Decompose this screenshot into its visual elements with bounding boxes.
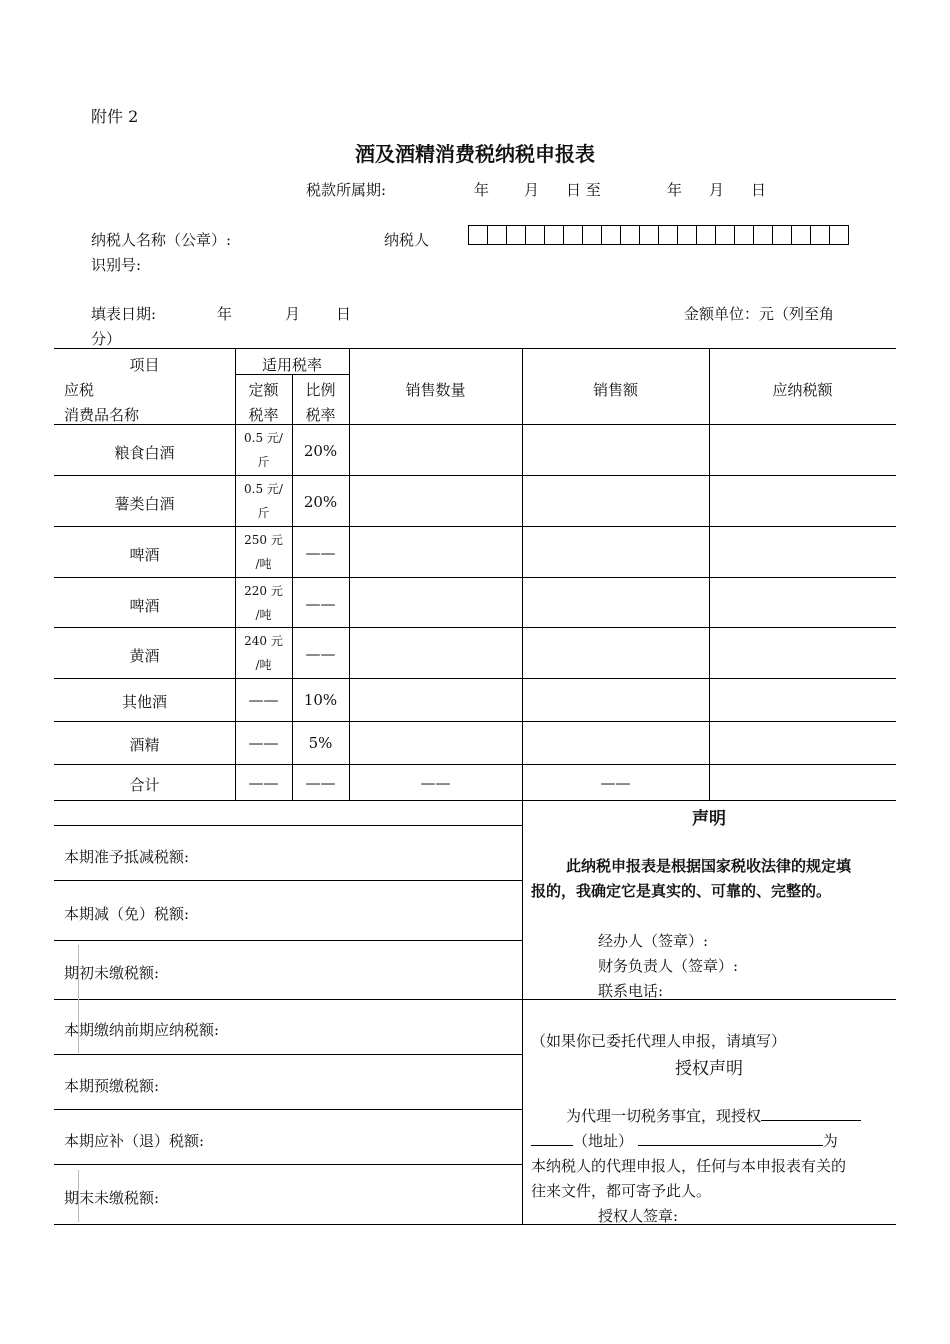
form-title: 酒及酒精消费税纳税申报表 [355,142,595,166]
header-sales: 销售额 [592,381,638,399]
row-name: 啤酒 [129,597,160,615]
declaration-title: 声明 [692,809,726,829]
row-fixed-rate: —— [248,691,279,709]
row-ratio-rate: 20% [303,442,338,460]
row-ratio-rate: 5% [308,734,333,752]
period-year-end: 年 [667,181,683,199]
header-fixed-b: 税率 [248,406,279,424]
row-fixed-rate-unit: /吨 [255,557,272,571]
header-tax: 应纳税额 [772,381,833,399]
finance-signature-label: 财务负责人（签章）: [598,957,739,975]
taxpayer-id-label-cont: 识别号: [91,256,142,274]
deductible-tax-label: 本期准予抵减税额: [64,848,190,866]
header-qty: 销售数量 [405,381,466,399]
header-item-a: 应税 [64,381,95,399]
fill-day: 日 [336,305,352,323]
closing-unpaid-label: 期末未缴税额: [64,1189,160,1207]
row-name: 黄酒 [129,647,160,665]
opening-unpaid-label: 期初未缴税额: [64,964,160,982]
period-month-end: 月 [709,181,725,199]
prepaid-tax-label: 本期预缴税额: [64,1077,160,1095]
period-day-end: 日 [751,181,767,199]
header-fixed-a: 定额 [248,381,279,399]
reduced-tax-label: 本期减（免）税额: [64,905,190,923]
handler-signature-label: 经办人（签章）: [598,932,709,950]
row-fixed-rate: 0.5 元/ [244,431,283,445]
period-month-start: 月 [524,181,540,199]
header-rate: 适用税率 [261,356,322,374]
fill-month: 月 [285,305,301,323]
amount-unit-label: 金额单位：元（列至角 [684,305,835,323]
row-name: 酒精 [129,736,160,754]
taxpayer-id-label: 纳税人 [384,231,430,249]
authorization-line2: （地址） 为 [531,1130,838,1151]
row-ratio-rate: 10% [303,691,338,709]
row-name: 粮食白酒 [114,444,175,462]
authorizer-signature-label: 授权人签章: [598,1207,679,1225]
row-fixed-rate: 0.5 元/ [244,482,283,496]
header-item-b: 消费品名称 [64,406,140,424]
row-fixed-rate-unit: 斤 [257,455,270,469]
total-qty: —— [420,774,451,792]
total-label: 合计 [129,776,160,794]
row-ratio-rate: —— [305,645,336,663]
authorization-line4: 往来文件，都可寄予此人。 [531,1182,712,1200]
authorization-line3: 本纳税人的代理申报人，任何与本申报表有关的 [531,1157,847,1175]
row-ratio-rate: —— [305,544,336,562]
taxpayer-id-boxes[interactable] [468,225,849,245]
row-fixed-rate: 240 元 [244,634,283,648]
amount-unit-label-cont: 分） [91,330,122,348]
row-fixed-rate-unit: /吨 [255,608,272,622]
header-ratio-a: 比例 [305,381,336,399]
declaration-text-line2: 报的，我确定它是真实的、可靠的、完整的。 [531,882,832,900]
prior-period-paid-label: 本期缴纳前期应纳税额: [64,1021,220,1039]
row-name: 其他酒 [121,693,167,711]
row-fixed-rate: 220 元 [244,584,283,598]
authorization-title: 授权声明 [675,1059,743,1079]
total-fixed: —— [248,774,279,792]
row-name: 啤酒 [129,546,160,564]
declaration-text-line1: 此纳税申报表是根据国家税收法律的规定填 [566,857,852,875]
row-fixed-rate: 250 元 [244,533,283,547]
row-ratio-rate: —— [305,595,336,613]
authorization-line1: 为代理一切税务事宜，现授权 [566,1105,861,1126]
taxpayer-name-label: 纳税人名称（公章）: [91,231,232,249]
row-fixed-rate-unit: /吨 [255,658,272,672]
refund-tax-label: 本期应补（退）税额: [64,1132,205,1150]
period-label: 税款所属期: [306,181,387,199]
phone-label: 联系电话: [598,982,664,1000]
attachment-label: 附件 2 [91,107,139,126]
row-fixed-rate: —— [248,734,279,752]
header-ratio-b: 税率 [305,406,336,424]
row-ratio-rate: 20% [303,493,338,511]
period-day-start: 日 至 [566,181,601,199]
total-sales: —— [600,774,631,792]
agent-note: （如果你已委托代理人申报，请填写） [531,1032,787,1050]
period-year-start: 年 [474,181,490,199]
header-item: 项目 [129,356,160,374]
fill-year: 年 [217,305,233,323]
row-name: 薯类白酒 [114,495,175,513]
row-fixed-rate-unit: 斤 [257,506,270,520]
total-ratio: —— [305,774,336,792]
fill-date-label: 填表日期: [91,305,157,323]
